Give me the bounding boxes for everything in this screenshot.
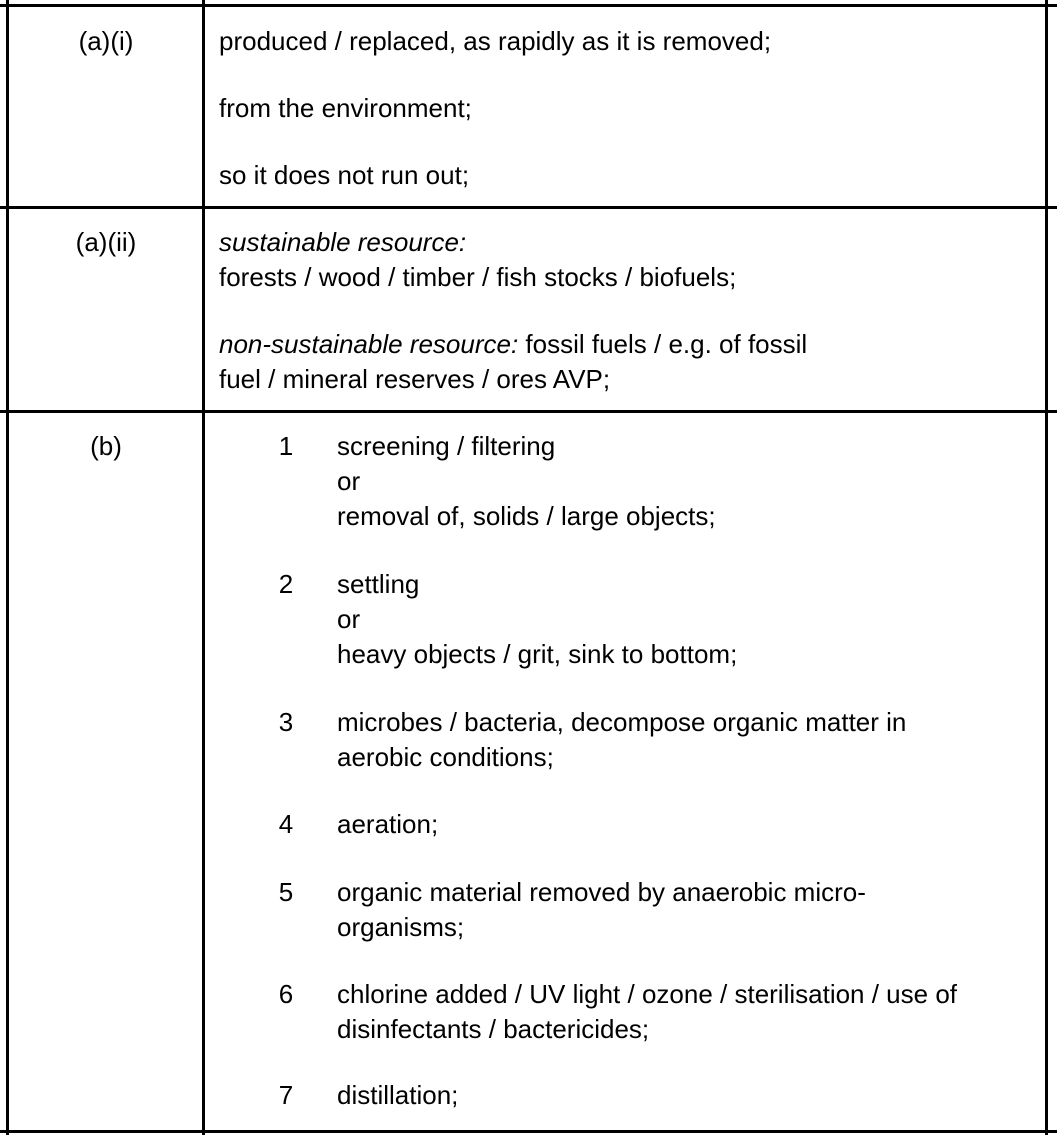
item-line: or: [337, 466, 361, 496]
table-column-divider: [202, 0, 205, 1135]
item-line: screening / filtering: [337, 431, 556, 461]
sustainable-heading: sustainable resource:: [219, 227, 467, 257]
item-number: 4: [278, 809, 294, 839]
item-line: distillation;: [337, 1080, 459, 1110]
table-left-border: [6, 0, 9, 1135]
row-divider: [0, 410, 1057, 413]
item-number: 7: [278, 1080, 294, 1110]
answer-line: so it does not run out;: [219, 160, 470, 190]
item-line: organisms;: [337, 912, 465, 942]
nonsustainable-examples: fossil fuels / e.g. of fossil: [518, 329, 808, 359]
nonsustainable-heading: non-sustainable resource:: [219, 329, 519, 359]
answer-line: produced / replaced, as rapidly as it is removed;: [219, 26, 772, 56]
item-number: 1: [278, 431, 294, 461]
row-divider: [0, 1130, 1057, 1133]
question-label: (b): [90, 431, 122, 461]
answer-cell-a-ii: [219, 225, 1049, 397]
item-line: or: [337, 604, 361, 634]
question-label: (a)(ii): [75, 227, 137, 257]
item-number: 3: [278, 707, 294, 737]
answer-cell-a-i: [219, 24, 1049, 193]
item-line: settling: [337, 569, 420, 599]
item-line: aeration;: [337, 809, 439, 839]
question-label: (a)(i): [78, 26, 134, 56]
nonsustainable-examples-cont: fuel / mineral reserves / ores AVP;: [219, 364, 611, 394]
answer-line: from the environment;: [219, 93, 472, 123]
item-line: organic material removed by anaerobic micro-: [337, 877, 866, 907]
row-divider: [0, 4, 1057, 7]
row-divider: [0, 206, 1057, 209]
item-line: heavy objects / grit, sink to bottom;: [337, 639, 738, 669]
item-line: disinfectants / bactericides;: [337, 1014, 650, 1044]
item-line: aerobic conditions;: [337, 742, 554, 772]
item-number: 5: [278, 877, 294, 907]
item-number: 2: [278, 569, 294, 599]
item-line: microbes / bacteria, decompose organic matter in: [337, 707, 907, 737]
item-line: removal of, solids / large objects;: [337, 501, 716, 531]
item-line: chlorine added / UV light / ozone / sterilisation / use of: [337, 979, 958, 1009]
item-number: 6: [278, 979, 294, 1009]
sustainable-examples: forests / wood / timber / fish stocks / biofuels;: [219, 262, 737, 292]
